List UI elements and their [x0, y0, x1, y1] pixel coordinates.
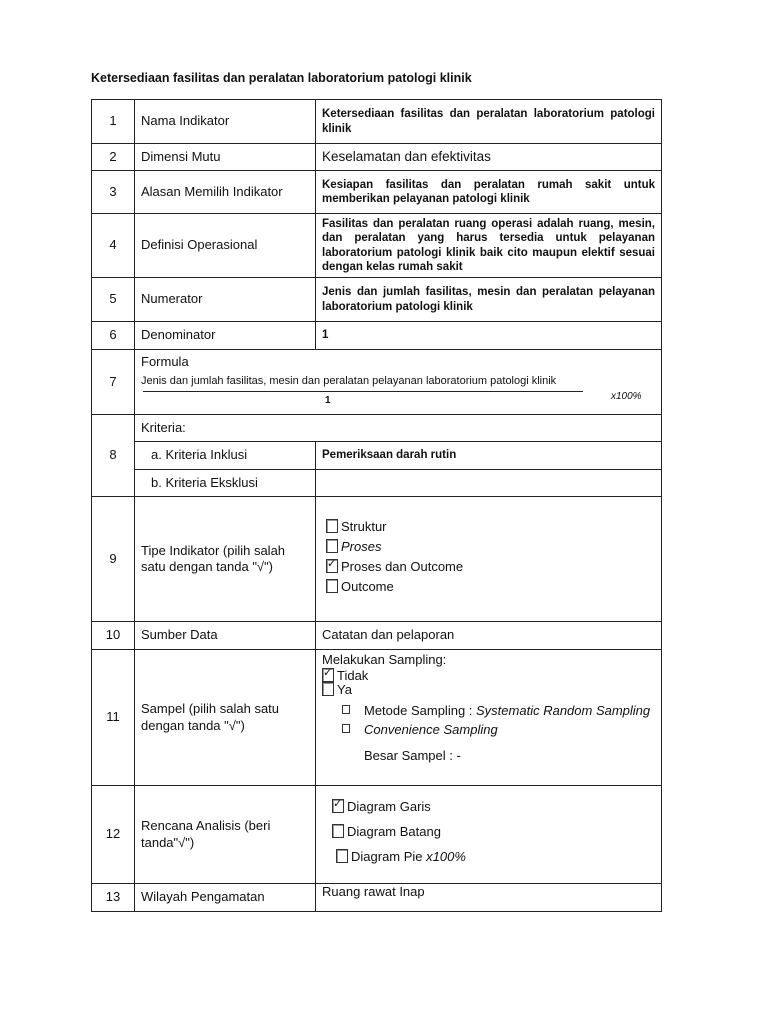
analysis-options — [316, 786, 662, 884]
row-number: 3 — [92, 171, 135, 214]
sampling-cell — [316, 650, 662, 786]
table-row — [92, 884, 662, 912]
option-proses-outcome[interactable]: ✓Proses dan Outcome — [326, 559, 655, 579]
bullet-icon — [342, 705, 350, 714]
table-row — [92, 470, 662, 497]
table-row — [92, 100, 662, 144]
table-row — [92, 144, 662, 171]
indicator-table — [91, 99, 662, 912]
table-row — [92, 650, 662, 786]
row-number: 2 — [92, 144, 135, 171]
table-row — [92, 350, 662, 415]
row-label: Sumber Data — [135, 622, 316, 650]
checkbox-unchecked[interactable] — [326, 539, 338, 553]
sample-size: Besar Sampel : - — [364, 747, 461, 763]
checkbox-unchecked[interactable] — [326, 579, 338, 593]
row-value: Keselamatan dan efektivitas — [316, 144, 662, 171]
row-label: Sampel (pilih salah satu dengan tanda "√") — [135, 650, 316, 786]
table-row — [92, 622, 662, 650]
row-label: Wilayah Pengamatan — [135, 884, 316, 912]
checkbox-checked[interactable] — [322, 668, 334, 682]
sampling-heading: Melakukan Sampling: — [322, 652, 447, 667]
row-number: 4 — [92, 214, 135, 278]
option-diagram-pie[interactable]: Diagram Pie x100% — [332, 849, 655, 871]
option-ya[interactable]: Ya — [322, 682, 655, 696]
row-value: Ketersediaan fasilitas dan peralatan laboratorium patologi klinik — [316, 100, 662, 144]
table-row — [92, 442, 662, 470]
row-label: Rencana Analisis (beri tanda"√") — [135, 786, 316, 884]
checkbox-unchecked[interactable] — [332, 824, 344, 838]
row-number: 8 — [92, 415, 135, 497]
formula-denominator: 1 — [325, 395, 331, 406]
table-row — [92, 322, 662, 350]
row-label: Kriteria: — [135, 415, 662, 442]
row-number: 12 — [92, 786, 135, 884]
row-label: Tipe Indikator (pilih salah satu dengan tanda "√") — [135, 497, 316, 622]
row-label: Numerator — [135, 278, 316, 322]
row-value: Fasilitas dan peralatan ruang operasi adalah ruang, mesin, dan peralatan yang harus tersedia untuk pelayanan laboratorium patologi klinik baik cito maupun elektif sesuai dengan kelas rumah sakit — [316, 214, 662, 278]
row-label: Definisi Operasional — [135, 214, 316, 278]
formula-numerator: Jenis dan jumlah fasilitas, mesin dan peralatan pelayanan laboratorium patologi klinik — [141, 375, 557, 387]
criteria-inclusion-label: a. Kriteria Inklusi — [135, 442, 316, 470]
row-label: Denominator — [135, 322, 316, 350]
row-label: Nama Indikator — [135, 100, 316, 144]
option-tidak[interactable]: ✓Tidak — [322, 668, 655, 682]
row-number: 9 — [92, 497, 135, 622]
row-number: 6 — [92, 322, 135, 350]
row-number: 13 — [92, 884, 135, 912]
checkbox-unchecked[interactable] — [322, 682, 334, 696]
row-number: 10 — [92, 622, 135, 650]
table-row — [92, 171, 662, 214]
row-value: Catatan dan pelaporan — [316, 622, 662, 650]
method-line: Metode Sampling : Systematic Random Sampling — [322, 703, 655, 719]
criteria-exclusion-label: b. Kriteria Eksklusi — [135, 470, 316, 497]
checkbox-checked[interactable] — [326, 559, 338, 573]
option-outcome[interactable]: Outcome — [326, 579, 655, 599]
row-value: 1 — [316, 322, 662, 350]
criteria-inclusion-value: Pemeriksaan darah rutin — [316, 442, 662, 470]
table-row — [92, 214, 662, 278]
fraction-line — [143, 391, 583, 392]
option-proses[interactable]: Proses — [326, 539, 655, 559]
checkbox-checked[interactable] — [332, 799, 344, 813]
indicator-type-options — [316, 497, 662, 622]
table-row — [92, 786, 662, 884]
formula-multiplier: x100% — [611, 391, 642, 402]
row-number: 1 — [92, 100, 135, 144]
option-struktur[interactable]: Struktur — [326, 519, 655, 539]
table-row — [92, 415, 662, 442]
table-row — [92, 497, 662, 622]
formula-label: Formula — [141, 354, 189, 369]
bullet-icon — [342, 724, 350, 733]
checkbox-unchecked[interactable] — [326, 519, 338, 533]
convenience-line: Convenience Sampling — [322, 722, 655, 738]
criteria-exclusion-value — [316, 470, 662, 497]
formula-cell — [135, 350, 662, 415]
row-number: 7 — [92, 350, 135, 415]
table-row — [92, 278, 662, 322]
row-value: Ruang rawat Inap — [316, 884, 662, 912]
row-label: Alasan Memilih Indikator — [135, 171, 316, 214]
checkbox-unchecked[interactable] — [336, 849, 348, 863]
option-diagram-batang[interactable]: Diagram Batang — [332, 824, 655, 849]
row-label: Dimensi Mutu — [135, 144, 316, 171]
row-value: Jenis dan jumlah fasilitas, mesin dan peralatan pelayanan laboratorium patologi klinik — [316, 278, 662, 322]
row-number: 11 — [92, 650, 135, 786]
row-number: 5 — [92, 278, 135, 322]
document-title: Ketersediaan fasilitas dan peralatan laboratorium patologi klinik — [91, 71, 472, 85]
row-value: Kesiapan fasilitas dan peralatan rumah sakit untuk memberikan pelayanan patologi klinik — [316, 171, 662, 214]
option-diagram-garis[interactable]: ✓Diagram Garis — [332, 799, 655, 824]
